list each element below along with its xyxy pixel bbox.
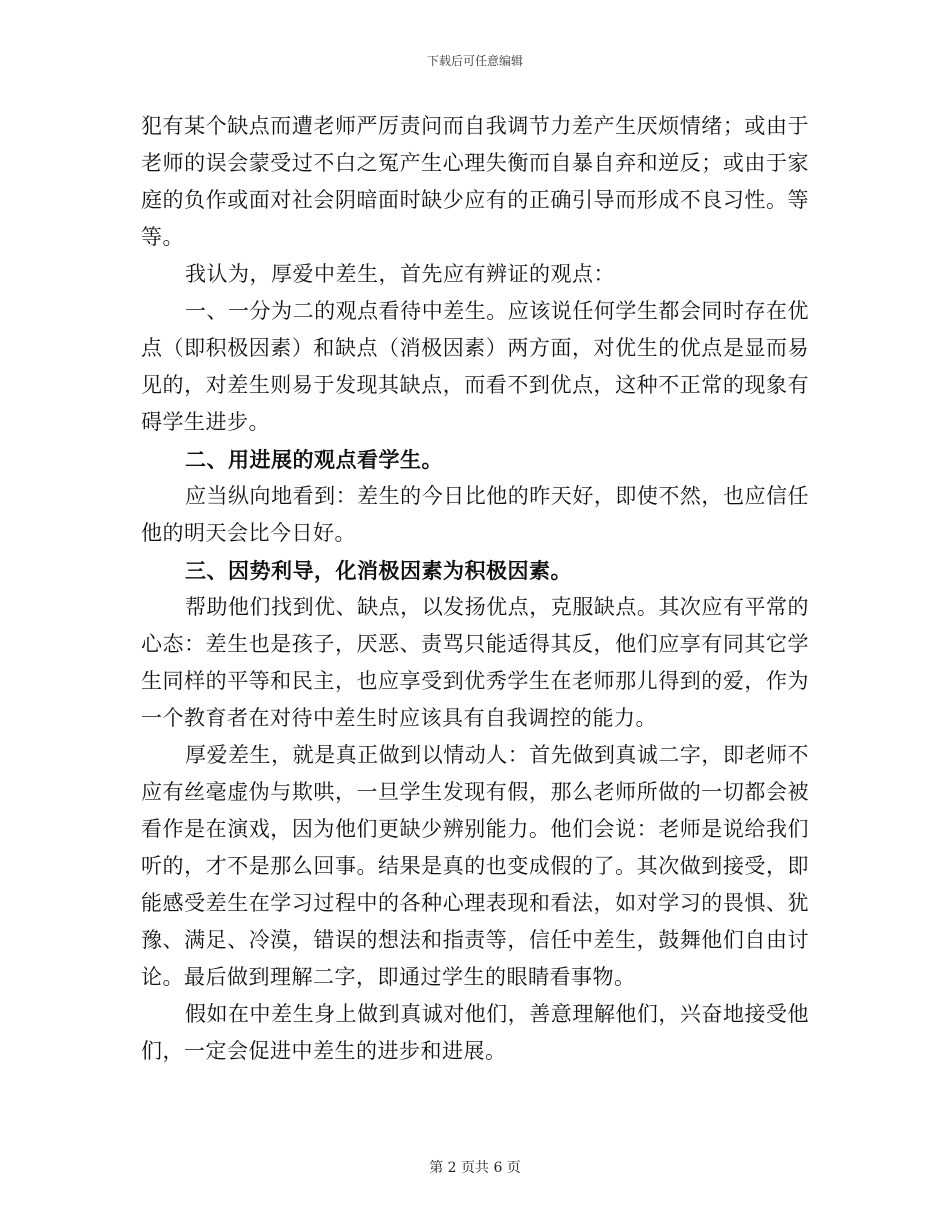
paragraph-point-one: 一、一分为二的观点看待中差生。应该说任何学生都会同时存在优点（即积极因素）和缺点（消极因素）两方面，对优生的优点是显而易见的，对差生则易于发现其缺点，而看不到优点，这种不正常的现象有碍学生进步。 xyxy=(141,299,809,434)
paragraph-intro: 我认为，厚爱中差生，首先应有辨证的观点： xyxy=(185,262,615,286)
paragraph-continued: 犯有某个缺点而遭老师严厉责问而自我调节力差产生厌烦情绪；或由于老师的误会蒙受过不白之冤产生心理失衡而自暴自弃和逆反；或由于家庭的负作或面对社会阴暗面时缺少应有的正确引导而形成不良习性。等等。 xyxy=(141,114,809,249)
paragraph-sincerity: 厚爱差生，就是真正做到以情动人：首先做到真诚二字，即老师不应有丝毫虚伪与欺哄，一旦学生发现有假，那么老师所做的一切都会被看作是在演戏，因为他们更缺少辨别能力。他们会说：老师是说给我们听的，才不是那么回事。结果是真的也变成假的了。其次做到接受，即能感受差生在学习过程中的各种心理表现和看法，如对学习的畏惧、犹豫、满足、冷漠，错误的想法和指责等，信任中差生，鼓舞他们自由讨论。最后做到理解二字，即通过学生的眼睛看事物。 xyxy=(141,743,809,989)
paragraph-conclusion: 假如在中差生身上做到真诚对他们，善意理解他们，兴奋地接受他们，一定会促进中差生的进步和进展。 xyxy=(141,1002,809,1063)
heading-point-two: 二、用进展的观点看学生。 xyxy=(185,447,443,472)
page-number: 第 2 页共 6 页 xyxy=(429,1160,521,1176)
paragraph-point-three: 帮助他们找到优、缺点，以发扬优点，克服缺点。其次应有平常的心态：差生也是孩子，厌恶、责骂只能适得其反，他们应享有同其它学生同样的平等和民主，也应享受到优秀学生在老师那儿得到的爱，作为一个教育者在对待中差生时应该具有自我调控的能力。 xyxy=(141,595,809,730)
document-body xyxy=(141,108,809,1070)
paragraph-point-two: 应当纵向地看到：差生的今日比他的昨天好，即使不然，也应信任他的明天会比今日好。 xyxy=(141,484,809,545)
page-header: 下载后可任意编辑 xyxy=(426,54,523,68)
heading-point-three: 三、因势利导，化消极因素为积极因素。 xyxy=(185,558,572,583)
